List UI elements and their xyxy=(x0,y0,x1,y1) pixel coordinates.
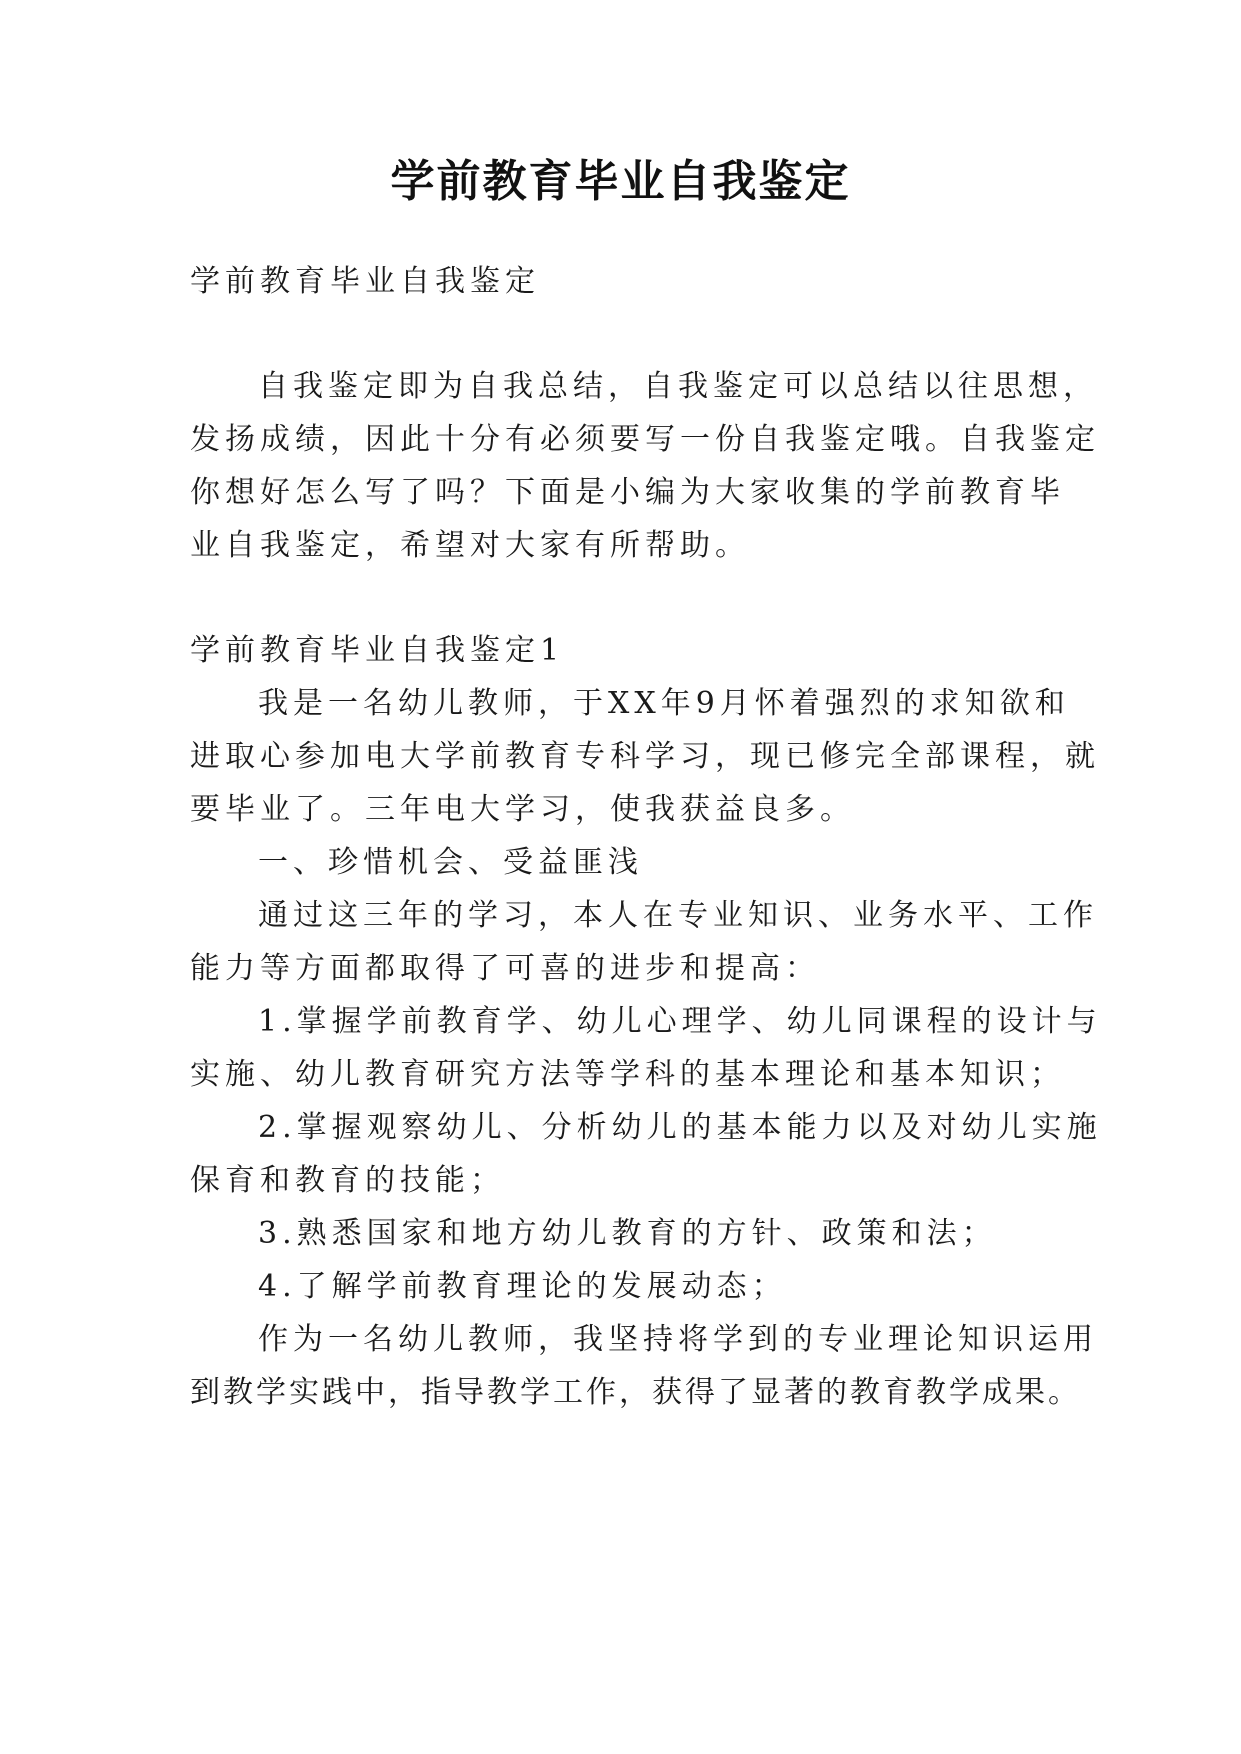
list-item-2-line-1: 2.掌握观察幼儿、分析幼儿的基本能力以及对幼儿实施 xyxy=(258,1110,1102,1145)
subsection-heading: 学前教育毕业自我鉴定1 xyxy=(190,633,565,668)
list-item-4: 4.了解学前教育理论的发展动态； xyxy=(258,1269,787,1304)
list-item-2-line-2: 保育和教育的技能； xyxy=(190,1163,505,1198)
body-line-7: 到教学实践中，指导教学工作，获得了显著的教育教学成果。 xyxy=(190,1375,1081,1410)
point-heading: 一、珍惜机会、受益匪浅 xyxy=(258,845,643,880)
body-line-3: 要毕业了。三年电大学习，使我获益良多。 xyxy=(190,792,855,827)
body-line-6: 作为一名幼儿教师，我坚持将学到的专业理论知识运用 xyxy=(258,1322,1098,1357)
list-item-1-line-1: 1.掌握学前教育学、幼儿心理学、幼儿同课程的设计与 xyxy=(258,1004,1102,1039)
list-item-3: 3.熟悉国家和地方幼儿教育的方针、政策和法； xyxy=(258,1216,997,1251)
body-line-4: 通过这三年的学习，本人在专业知识、业务水平、工作 xyxy=(258,898,1098,933)
intro-line-4: 业自我鉴定，希望对大家有所帮助。 xyxy=(190,528,750,563)
body-line-5: 能力等方面都取得了可喜的进步和提高： xyxy=(190,951,820,986)
intro-line-2: 发扬成绩，因此十分有必须要写一份自我鉴定哦。自我鉴定 xyxy=(190,422,1100,457)
intro-line-3: 你想好怎么写了吗？下面是小编为大家收集的学前教育毕 xyxy=(190,475,1065,510)
body-line-2: 进取心参加电大学前教育专科学习，现已修完全部课程，就 xyxy=(190,739,1100,774)
section-heading: 学前教育毕业自我鉴定 xyxy=(190,264,540,299)
intro-line-1: 自我鉴定即为自我总结，自我鉴定可以总结以往思想， xyxy=(258,369,1098,404)
document-title: 学前教育毕业自我鉴定 xyxy=(390,156,851,207)
list-item-1-line-2: 实施、幼儿教育研究方法等学科的基本理论和基本知识； xyxy=(190,1057,1065,1092)
body-line-1: 我是一名幼儿教师，于XX年9月怀着强烈的求知欲和 xyxy=(258,686,1070,721)
